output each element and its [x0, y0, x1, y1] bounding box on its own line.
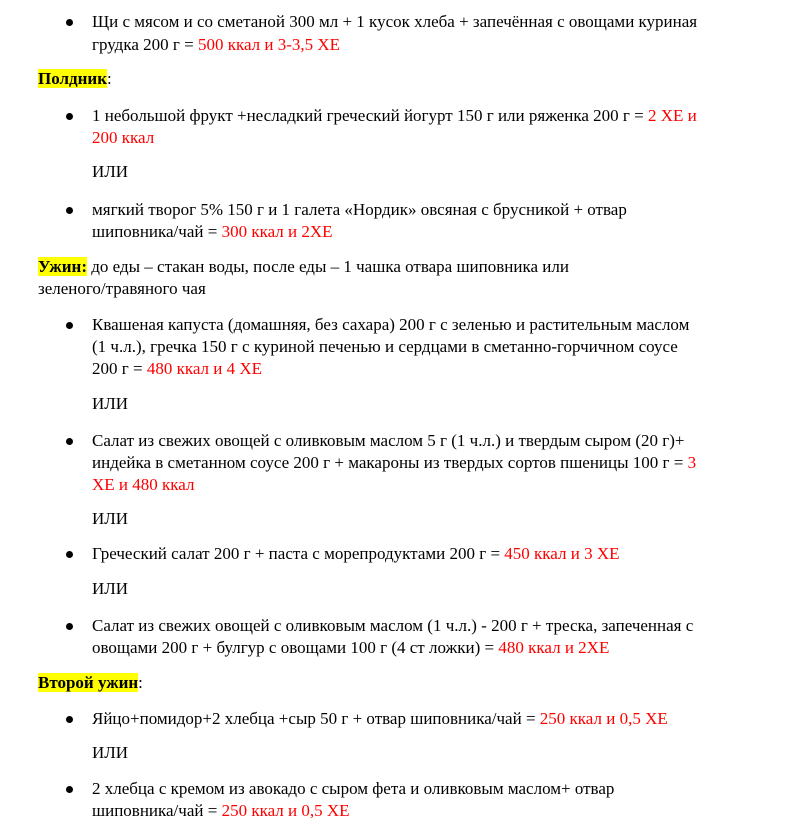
- list-item-text: индейка в сметанном соусе 200 г + макароны из твердых сортов пшеницы 100 г = 3: [92, 453, 697, 472]
- calorie-value: 480 ккал и 4 ХЕ: [146, 359, 263, 378]
- list-item-text: грудка 200 г = 500 ккал и 3-3,5 ХЕ: [92, 35, 341, 54]
- calorie-value: 250 ккал и 0,5 ХЕ: [221, 801, 350, 820]
- list-item-text: овощами 200 г + булгур с овощами 100 г (4 ст ложки) = 480 ккал и 2ХЕ: [92, 638, 610, 657]
- calorie-value: 500 ккал и 3-3,5 ХЕ: [197, 35, 341, 54]
- bullet-icon: [66, 438, 73, 445]
- bullet-icon: [66, 623, 73, 630]
- bullet-icon: [66, 322, 73, 329]
- calorie-value: 300 ккал и 2ХЕ: [221, 222, 333, 241]
- list-item-text: (1 ч.л.), гречка 150 г с куриной печенью и сердцами в сметанно-горчичном соусе: [92, 337, 678, 356]
- list-item-text: шиповника/чай = 300 ккал и 2ХЕ: [92, 222, 333, 241]
- list-item-text: мягкий творог 5% 150 г и 1 галета «Нордик» овсяная с брусникой + отвар: [92, 200, 627, 219]
- or-separator: ИЛИ: [92, 579, 129, 598]
- section-heading-second-dinner: Второй ужин:: [38, 673, 143, 692]
- or-separator: ИЛИ: [92, 162, 129, 181]
- list-item-text: Яйцо+помидор+2 хлебца +сыр 50 г + отвар шиповника/чай = 250 ккал и 0,5 ХЕ: [92, 709, 668, 728]
- calorie-value: 250 ккал и 0,5 ХЕ: [539, 709, 668, 728]
- list-item-text: 200 г = 480 ккал и 4 ХЕ: [92, 359, 263, 378]
- section-note: зеленого/травяного чая: [38, 279, 206, 298]
- list-item-text: Салат из свежих овощей с оливковым маслом 5 г (1 ч.л.) и твердым сыром (20 г)+: [92, 431, 685, 450]
- bullet-icon: [66, 207, 73, 214]
- calorie-value: 480 ккал и 2ХЕ: [498, 638, 610, 657]
- section-heading-snack: Полдник:: [38, 69, 112, 88]
- bullet-icon: [66, 19, 73, 26]
- or-separator: ИЛИ: [92, 509, 129, 528]
- or-separator: ИЛИ: [92, 743, 129, 762]
- bullet-icon: [66, 551, 73, 558]
- list-item-text: 1 небольшой фрукт +несладкий греческий йогурт 150 г или ряженка 200 г = 2 ХЕ и: [92, 106, 697, 125]
- bullet-icon: [66, 786, 73, 793]
- calorie-value: 450 ккал и 3 ХЕ: [504, 544, 620, 563]
- calorie-value: 3: [687, 453, 697, 472]
- list-item-text: Салат из свежих овощей с оливковым маслом (1 ч.л.) - 200 г + треска, запеченная с: [92, 616, 694, 635]
- calorie-value: 2 ХЕ и: [647, 106, 697, 125]
- or-separator: ИЛИ: [92, 394, 129, 413]
- calorie-value: 200 ккал: [92, 128, 155, 147]
- calorie-value: ХЕ и 480 ккал: [92, 475, 195, 494]
- list-item-text: Греческий салат 200 г + паста с морепродуктами 200 г = 450 ккал и 3 ХЕ: [92, 544, 620, 563]
- list-item-text: Щи с мясом и со сметаной 300 мл + 1 кусок хлеба + запечённая с овощами куриная: [92, 12, 698, 31]
- list-item-text: 2 хлебца с кремом из авокадо с сыром фета и оливковым маслом+ отвар: [92, 779, 615, 798]
- section-heading-dinner: Ужин: до еды – стакан воды, после еды – 1 чашка отвара шиповника или: [38, 257, 569, 276]
- bullet-icon: [66, 113, 73, 120]
- list-item-text: шиповника/чай = 250 ккал и 0,5 ХЕ: [92, 801, 350, 820]
- bullet-icon: [66, 716, 73, 723]
- list-item-text: Квашеная капуста (домашняя, без сахара) 200 г с зеленью и растительным маслом: [92, 315, 690, 334]
